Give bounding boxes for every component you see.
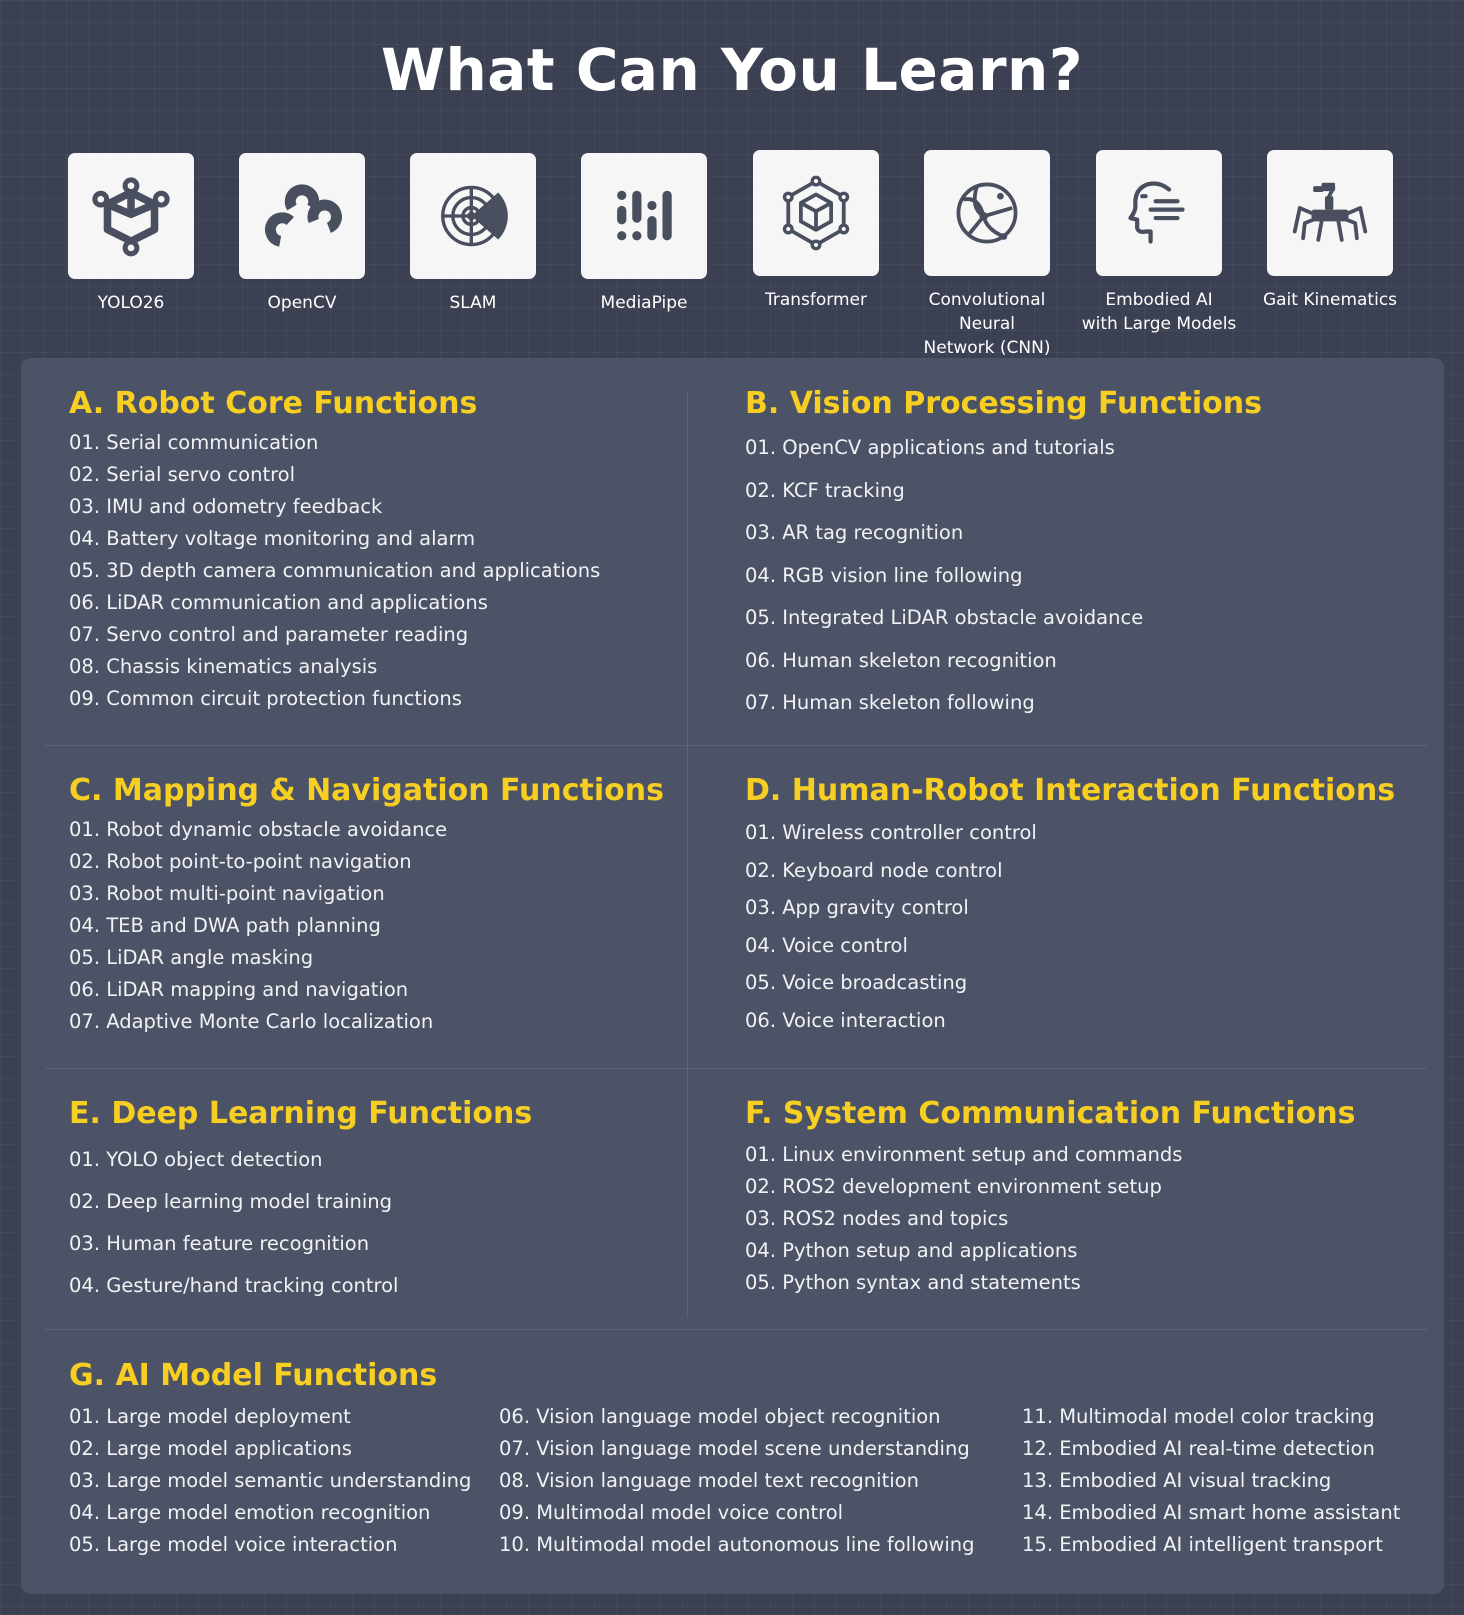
list-item: 01. Serial communication [69,431,319,454]
list-item: 04. Battery voltage monitoring and alarm [69,527,476,550]
tech-mediapipe [558,153,730,315]
list-item: 05. Python syntax and statements [745,1271,1081,1294]
radar-icon [431,174,515,258]
icon-label: Gait Kinematics [1262,290,1398,310]
row-divider [45,1068,1427,1069]
section-title: D. Human-Robot Interaction Functions [745,773,1396,808]
column-divider [687,393,688,1318]
section-title: C. Mapping & Navigation Functions [69,773,664,808]
list-item: 06. Human skeleton recognition [745,648,1057,672]
list-item: 01. YOLO object detection [69,1148,323,1171]
list-item: 04. Gesture/hand tracking control [69,1274,399,1297]
list-item: 05. LiDAR angle masking [69,946,314,969]
tech-yolo26 [45,153,217,315]
list-item: 01. Robot dynamic obstacle avoidance [69,818,448,841]
section-system-communication [745,1094,1356,1299]
hexagon-cube-icon [774,171,858,255]
list-item: 06. Voice interaction [745,1008,946,1032]
functions-panel [21,358,1444,1594]
list-item: 01. Linux environment setup and commands [745,1143,1183,1166]
list-item: 03. AR tag recognition [745,521,964,544]
yolo-network-icon [89,174,173,258]
list-item: 01. OpenCV applications and tutorials [745,436,1115,459]
list-item: 05. Integrated LiDAR obstacle avoidance [745,606,1144,629]
ai-head-icon [1117,171,1201,255]
row-divider [45,1329,1427,1330]
list-item: 01. Large model deployment [69,1405,351,1428]
page-title: What Can You Learn? [381,36,1083,104]
list-item: 03. App gravity control [745,896,969,919]
list-item: 02. Serial servo control [69,463,296,486]
tech-transformer [730,150,902,312]
list-item: 02. Deep learning model training [69,1190,393,1213]
icon-label: Transformer [764,290,867,310]
list-item: 05. Large model voice interaction [69,1533,398,1556]
list-item: 02. Keyboard node control [745,858,1003,882]
list-item: 02. KCF tracking [745,478,905,502]
list-item: 05. 3D depth camera communication and applications [69,559,601,582]
list-item: 14. Embodied AI smart home assistant [1022,1501,1401,1524]
icon-label: MediaPipe [600,293,688,313]
opencv-logo-icon [260,174,344,258]
section-human-robot-interaction [745,771,1395,1039]
list-item: 06. LiDAR mapping and navigation [69,978,409,1001]
list-item: 07. Human skeleton following [745,691,1035,714]
list-item: 06. LiDAR communication and applications [69,591,488,614]
section-title: G. AI Model Functions [69,1358,438,1393]
list-item: 04. Voice control [745,933,908,957]
list-item: 03. ROS2 nodes and topics [745,1207,1009,1230]
globe-network-icon [945,171,1029,255]
section-robot-core [69,384,600,715]
section-mapping-navigation [69,771,664,1038]
section-vision-processing [745,384,1262,725]
tech-embodied-ai [1073,150,1245,336]
list-item: 04. TEB and DWA path planning [69,914,381,937]
tech-slam [387,153,559,315]
row-divider [45,745,1427,746]
list-item: 04. Large model emotion recognition [69,1501,431,1524]
icon-label: Convolutional Neural Network (CNN) [923,290,1051,358]
section-ai-model [69,1356,1422,1561]
section-title: B. Vision Processing Functions [745,386,1262,421]
list-item: 15. Embodied AI intelligent transport [1022,1533,1383,1556]
tech-cnn [901,150,1073,360]
section-title: F. System Communication Functions [745,1096,1356,1131]
list-item: 03. IMU and odometry feedback [69,495,383,518]
list-item: 03. Robot multi-point navigation [69,882,385,905]
list-item: 07. Vision language model scene understanding [499,1437,970,1460]
list-item: 07. Servo control and parameter reading [69,623,469,646]
list-item: 05. Voice broadcasting [745,971,968,994]
list-item: 02. ROS2 development environment setup [745,1175,1162,1198]
section-title: A. Robot Core Functions [69,386,478,421]
list-item: 07. Adaptive Monte Carlo localization [69,1010,434,1033]
icon-label: OpenCV [267,293,337,313]
list-item: 08. Vision language model text recognition [499,1469,919,1492]
list-item: 04. RGB vision line following [745,563,1023,587]
section-deep-learning [69,1094,532,1307]
icon-label: Embodied AI with Large Models [1081,290,1237,334]
list-item: 11. Multimodal model color tracking [1022,1405,1375,1428]
list-item: 01. Wireless controller control [745,821,1037,844]
technology-icons [0,0,1464,358]
list-item: 13. Embodied AI visual tracking [1022,1469,1332,1492]
list-item: 09. Common circuit protection functions [69,687,462,710]
list-item: 06. Vision language model object recognition [499,1405,941,1428]
list-item: 08. Chassis kinematics analysis [69,655,378,678]
list-item: 03. Large model semantic understanding [69,1469,472,1492]
tech-opencv [216,153,388,315]
mediapipe-logo-icon [602,174,686,258]
tech-gait-kinematics [1244,150,1416,312]
hexapod-robot-icon [1288,171,1372,255]
icon-label: SLAM [449,293,497,313]
list-item: 12. Embodied AI real-time detection [1022,1437,1375,1460]
list-item: 02. Large model applications [69,1437,352,1460]
list-item: 04. Python setup and applications [745,1239,1078,1262]
icon-label: YOLO26 [97,293,165,313]
section-title: E. Deep Learning Functions [69,1096,533,1131]
list-item: 03. Human feature recognition [69,1232,370,1255]
list-item: 10. Multimodal model autonomous line following [499,1533,975,1556]
list-item: 09. Multimodal model voice control [499,1501,844,1524]
list-item: 02. Robot point-to-point navigation [69,850,412,873]
